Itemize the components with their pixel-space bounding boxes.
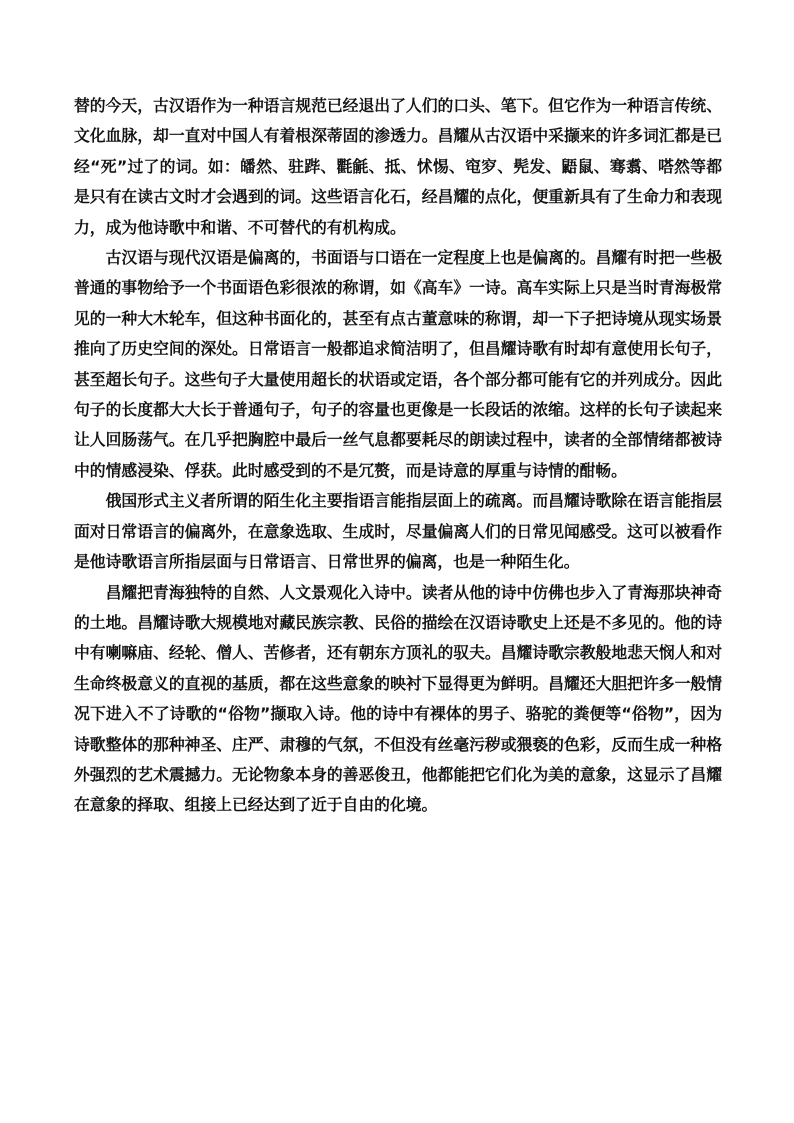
paragraph-defamiliarization: 俄国形式主义者所谓的陌生化主要指语言能指层面上的疏离。而昌耀诗歌除在语言能指层面对日常语言的偏离外，在意象选取、生成时，尽量偏离人们的日常见闻感受。这可以被看作是他诗歌语言所指层面与日常语言、日常世界的偏离，也是一种陌生化。 <box>74 491 722 572</box>
paragraph-classical-vs-modern: 古汉语与现代汉语是偏离的，书面语与口语在一定程度上也是偏离的。昌耀有时把一些极普通的事物给予一个书面语色彩很浓的称谓，如《高车》一诗。高车实际上只是当时青海极常见的一种大木轮车，但这种书面化的，甚至有点古董意味的称谓，却一下子把诗境从现实场景推向了历史空间的深处。日常语言一般都追求简洁明了，但昌耀诗歌有时却有意使用长句子，甚至超长句子。这些句子大量使用超长的状语或定语，各个部分都可能有它的并列成分。因此句子的长度都大大长于普通句子，句子的容量也更像是一长段话的浓缩。这样的长句子读起来让人回肠荡气。在几乎把胸腔中最后一丝气息都要耗尽的朗读过程中，读者的全部情绪都被诗中的情感浸染、俘获。此时感受到的不是冗赘，而是诗意的厚重与诗情的酣畅。 <box>74 248 722 480</box>
document-body <box>74 91 722 821</box>
paragraph-qinghai-imagery: 昌耀把青海独特的自然、人文景观化入诗中。读者从他的诗中仿佛也步入了青海那块神奇的土地。昌耀诗歌大规模地对藏民族宗教、民俗的描绘在汉语诗歌史上还是不多见的。他的诗中有喇嘛庙、经轮、僧人、苦修者，还有朝东方顶礼的驭夫。昌耀诗歌宗教般地悲天悯人和对生命终极意义的直视的基质，都在这些意象的映衬下显得更为鲜明。昌耀还大胆把许多一般情况下进入不了诗歌的“俗物”撷取入诗。他的诗中有裸体的男子、骆驼的粪便等“俗物”，因为诗歌整体的那种神圣、庄严、肃穆的气氛，不但没有丝毫污秽或猥亵的色彩，反而生成一种格外强烈的艺术震撼力。无论物象本身的善恶俊丑，他都能把它们化为美的意象，这显示了昌耀在意象的择取、组接上已经达到了近于自由的化境。 <box>74 582 722 815</box>
paragraph-continued: 替的今天，古汉语作为一种语言规范已经退出了人们的口头、笔下。但它作为一种语言传统、文化血脉，却一直对中国人有着根深蒂固的渗透力。昌耀从古汉语中采撷来的许多词汇都是已经“死”过了的词。如：皤然、驻跸、氍毹、抵、怵惕、窀穸、髡发、鼯鼠、骞翥、嗒然等都是只有在读古文时才会遇到的词。这些语言化石，经昌耀的点化，便重新具有了生命力和表现力，成为他诗歌中和谐、不可替代的有机构成。 <box>74 96 722 237</box>
